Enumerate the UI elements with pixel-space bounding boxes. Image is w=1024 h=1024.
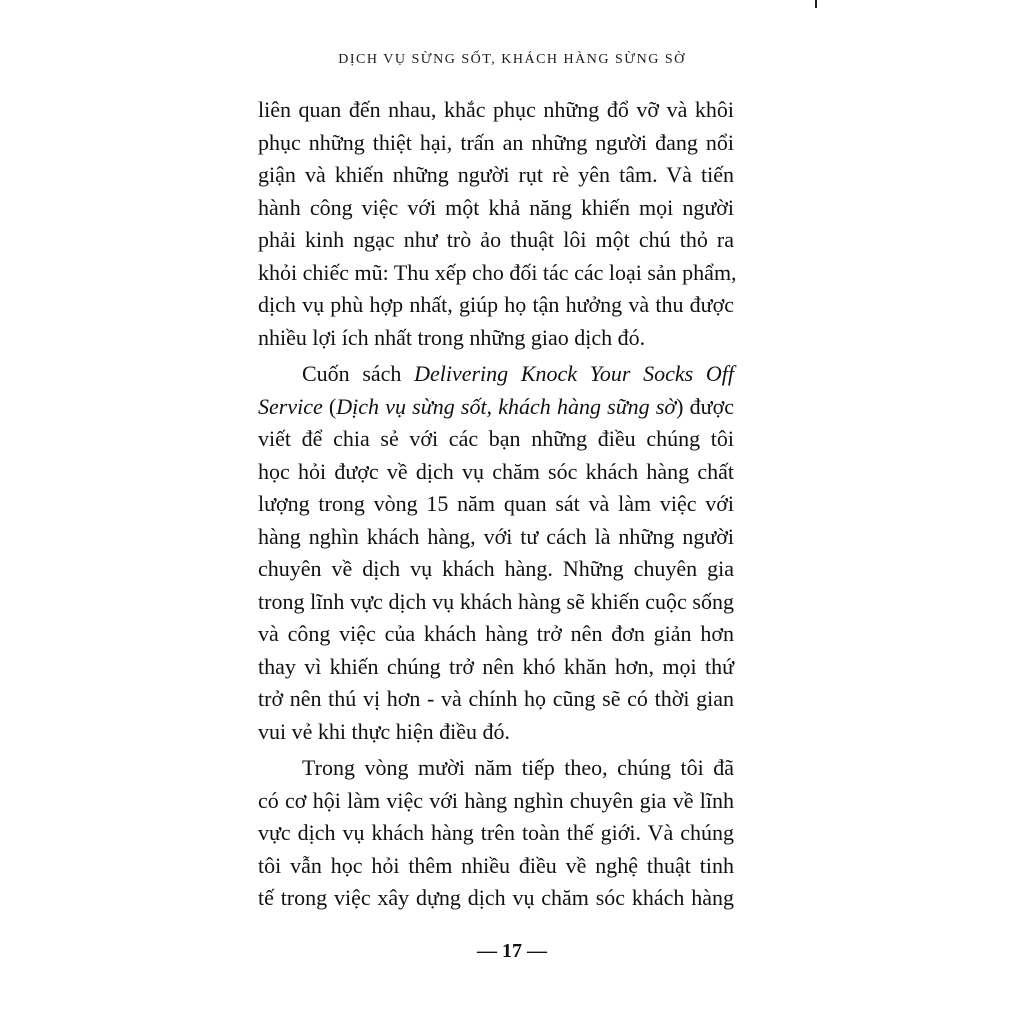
text-line: viết để chia sẻ với các bạn những điều chúng tôi <box>258 426 734 451</box>
text-line: tôi vẫn học hỏi thêm nhiều điều về nghệ thuật tinh <box>258 852 734 878</box>
text-line: phải kinh ngạc như trò ảo thuật lôi một chú thỏ ra <box>258 227 734 252</box>
text-line: khỏi chiếc mũ: Thu xếp cho đối tác các loại sản phẩm, <box>258 259 737 285</box>
text-line <box>258 391 734 424</box>
text-run: Cuốn sách <box>302 361 415 386</box>
text-line: học hỏi được về dịch vụ chăm sóc khách hàng chất <box>258 458 734 484</box>
paragraph-2 <box>258 358 734 748</box>
paragraph-1 <box>258 94 737 354</box>
text-line: lượng trong vòng 15 năm quan sát và làm việc với <box>258 491 734 516</box>
running-head: DỊCH VỤ SỪNG SỐT, KHÁCH HÀNG SỪNG SỜ <box>338 52 686 67</box>
text-line: giận và khiến những người rụt rè yên tâm. Và tiến <box>258 162 734 187</box>
paragraph-3 <box>258 752 734 915</box>
text-line <box>258 358 734 391</box>
book-title-english-end: Service <box>258 393 323 419</box>
text-line: hành công việc với một khả năng khiến mọi người <box>258 194 734 220</box>
text-line: trở nên thú vị hơn - và chính họ cũng sẽ có thời gian <box>258 686 734 711</box>
scan-edge-mark <box>815 0 817 8</box>
text-line: nhiều lợi ích nhất trong những giao dịch đó. <box>258 324 646 350</box>
text-line: tế trong việc xây dựng dịch vụ chăm sóc khách hàng <box>258 885 734 910</box>
text-line: dịch vụ phù hợp nhất, giúp họ tận hưởng và thu được <box>258 292 734 317</box>
book-title-vietnamese: Dịch vụ sừng sốt, khách hàng sững sờ <box>336 393 677 419</box>
text-line: Trong vòng mười năm tiếp theo, chúng tôi đã <box>302 755 734 780</box>
text-line: vực dịch vụ khách hàng trên toàn thế giới. Và chúng <box>258 820 734 845</box>
text-line: vui vẻ khi thực hiện điều đó. <box>258 718 511 744</box>
text-line: liên quan đến nhau, khắc phục những đổ vỡ và khôi <box>258 97 734 122</box>
page-number: — 17 — <box>477 940 547 962</box>
text-line: hàng nghìn khách hàng, với tư cách là những người <box>258 523 734 549</box>
text-line: trong lĩnh vực dịch vụ khách hàng sẽ khiến cuộc sống <box>258 588 734 614</box>
text-line: và công việc của khách hàng trở nên đơn giản hơn <box>258 621 734 646</box>
text-run: ) được <box>676 393 735 419</box>
book-title-english: Delivering Knock Your Socks Off <box>414 361 735 386</box>
text-run: ( <box>322 393 337 419</box>
text-line: chuyên về dịch vụ khách hàng. Những chuyên gia <box>258 556 734 581</box>
body-text <box>258 94 737 915</box>
text-line: có cơ hội làm việc với hàng nghìn chuyên gia về lĩnh <box>258 787 734 813</box>
text-line: phục những thiệt hại, trấn an những người đang nổi <box>258 129 734 155</box>
text-line: thay vì khiến chúng trở nên khó khăn hơn, mọi thứ <box>258 653 734 679</box>
